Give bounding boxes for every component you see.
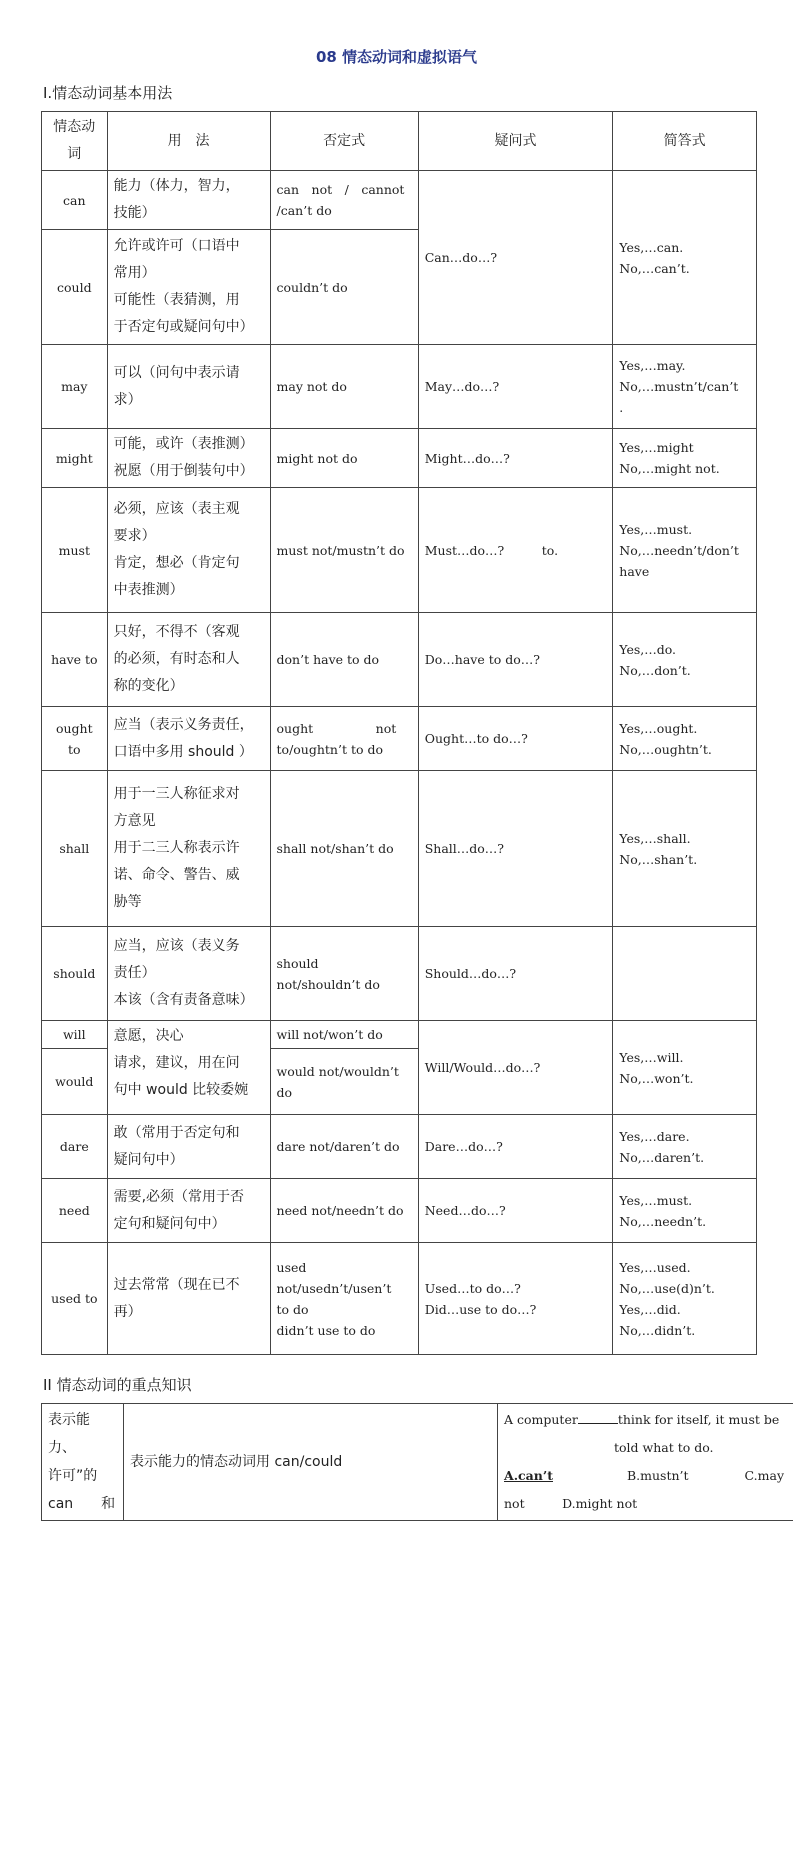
negative-cell: will not/won’t do: [270, 1021, 418, 1049]
explanation-cell: 表示能力的情态动词用 can/could: [124, 1404, 498, 1521]
answer-blank: [578, 1411, 618, 1424]
table-row-will: [42, 1021, 757, 1049]
modal-verbs-usage-table: [41, 111, 757, 1355]
usage-cell: 过去常常（现在已不 再）: [107, 1243, 270, 1355]
usage-cell: 用于一三人称征求对 方意见 用于二三人称表示许 诺、命令、警告、威 胁等: [107, 771, 270, 927]
modal-cell: can: [42, 171, 108, 230]
table-row-need: [42, 1179, 757, 1243]
usage-cell: 可以（问句中表示请 求）: [107, 345, 270, 429]
question-cell: Ought…to do…?: [418, 707, 613, 771]
negative-cell: dare not/daren’t do: [270, 1115, 418, 1179]
short-answer-cell: Yes,…dare. No,…daren’t.: [613, 1115, 757, 1179]
negative-cell: can not / cannot /can’t do: [270, 171, 418, 230]
key-points-table: [41, 1403, 793, 1521]
table-row-can: [42, 171, 757, 230]
negative-cell: don’t have to do: [270, 613, 418, 707]
usage-cell: 允许或许可（口语中 常用） 可能性（表猜测，用 于否定句或疑问句中）: [107, 230, 270, 345]
question-cell: Used…to do…? Did…use to do…?: [418, 1243, 613, 1355]
short-answer-cell: Yes,…do. No,…don’t.: [613, 613, 757, 707]
usage-cell: 应当（表示义务责任， 口语中多用 should ）: [107, 707, 270, 771]
short-answer-cell: Yes,…shall. No,…shan’t.: [613, 771, 757, 927]
correct-answer-option: A.can’t: [504, 1468, 553, 1483]
short-answer-cell: Yes,…must. No,…needn’t/don’t have: [613, 488, 757, 613]
negative-cell: used not/usedn’t/usen’t to do didn’t use to do: [270, 1243, 418, 1355]
modal-cell: have to: [42, 613, 108, 707]
question-cell: Will/Would…do…?: [418, 1021, 613, 1115]
short-answer-cell: Yes,…ought. No,…oughtn’t.: [613, 707, 757, 771]
short-answer-cell: Yes,…can. No,…can’t.: [613, 171, 757, 345]
modal-cell: would: [42, 1049, 108, 1115]
table-row-should: [42, 927, 757, 1021]
negative-cell: couldn’t do: [270, 230, 418, 345]
table-row-may: [42, 345, 757, 429]
usage-cell: 敢（常用于否定句和 疑问句中）: [107, 1115, 270, 1179]
modal-cell: dare: [42, 1115, 108, 1179]
short-answer-cell: [613, 927, 757, 1021]
negative-cell: may not do: [270, 345, 418, 429]
negative-cell: might not do: [270, 429, 418, 488]
modal-cell: should: [42, 927, 108, 1021]
question-cell: Do…have to do…?: [418, 613, 613, 707]
question-cell: Must…do…? to.: [418, 488, 613, 613]
table-row-might: [42, 429, 757, 488]
modal-cell: ought to: [42, 707, 108, 771]
modal-cell: need: [42, 1179, 108, 1243]
short-answer-cell: Yes,…will. No,…won’t.: [613, 1021, 757, 1115]
negative-cell: shall not/shan’t do: [270, 771, 418, 927]
header-usage: 用 法: [107, 112, 270, 171]
section-heading-basic-usage: I.情态动词基本用法: [43, 84, 173, 102]
table-row-used-to: [42, 1243, 757, 1355]
modal-cell: used to: [42, 1243, 108, 1355]
usage-cell: 应当，应该（表义务 责任） 本该（含有责备意味）: [107, 927, 270, 1021]
question-cell: Should…do…?: [418, 927, 613, 1021]
usage-cell: 必须，应该（表主观 要求） 肯定，想必（肯定句 中表推测）: [107, 488, 270, 613]
negative-cell: need not/needn’t do: [270, 1179, 418, 1243]
usage-cell: 能力（体力，智力， 技能）: [107, 171, 270, 230]
table-header-row: [42, 112, 757, 171]
usage-cell: 需要,必须（常用于否 定句和疑问句中）: [107, 1179, 270, 1243]
question-cell: May…do…?: [418, 345, 613, 429]
modal-cell: will: [42, 1021, 108, 1049]
negative-cell: must not/mustn’t do: [270, 488, 418, 613]
short-answer-cell: Yes,…used. No,…use(d)n’t. Yes,…did. No,…didn’t.: [613, 1243, 757, 1355]
modal-cell: shall: [42, 771, 108, 927]
header-question: 疑问式: [418, 112, 613, 171]
example-question-cell: A computer think for itself, it must be told what to do. A.can’t B.mustn’t C.may not D.might not: [498, 1404, 793, 1521]
question-cell: Might…do…?: [418, 429, 613, 488]
table-row-have-to: [42, 613, 757, 707]
question-cell: Can…do…?: [418, 171, 613, 345]
question-cell: Need…do…?: [418, 1179, 613, 1243]
short-answer-cell: Yes,…may. No,…mustn’t/can’t .: [613, 345, 757, 429]
negative-cell: should not/shouldn’t do: [270, 927, 418, 1021]
header-short-answer: 简答式: [613, 112, 757, 171]
table-row-dare: [42, 1115, 757, 1179]
short-answer-cell: Yes,…must. No,…needn’t.: [613, 1179, 757, 1243]
header-negative: 否定式: [270, 112, 418, 171]
negative-cell: ought not to/oughtn’t to do: [270, 707, 418, 771]
usage-cell: 只好，不得不（客观 的必须，有时态和人 称的变化）: [107, 613, 270, 707]
usage-cell: 可能，或许（表推测） 祝愿（用于倒装句中）: [107, 429, 270, 488]
page-title: 08 情态动词和虚拟语气: [315, 48, 478, 66]
header-modal: 情态动 词: [42, 112, 108, 171]
short-answer-cell: Yes,…might No,…might not.: [613, 429, 757, 488]
section-heading-key-points: II 情态动词的重点知识: [43, 1376, 192, 1394]
question-cell: Shall…do…?: [418, 771, 613, 927]
modal-cell: may: [42, 345, 108, 429]
negative-cell: would not/wouldn’t do: [270, 1049, 418, 1115]
usage-cell: 意愿，决心 请求，建议，用在问 句中 would 比较委婉: [107, 1021, 270, 1115]
table-row-must: [42, 488, 757, 613]
table-row-shall: [42, 771, 757, 927]
question-cell: Dare…do…?: [418, 1115, 613, 1179]
modal-cell: must: [42, 488, 108, 613]
table-row: [42, 1404, 793, 1521]
topic-cell: 表示能力、 许可”的 can 和: [42, 1404, 124, 1521]
table-row-ought-to: [42, 707, 757, 771]
modal-cell: could: [42, 230, 108, 345]
modal-cell: might: [42, 429, 108, 488]
